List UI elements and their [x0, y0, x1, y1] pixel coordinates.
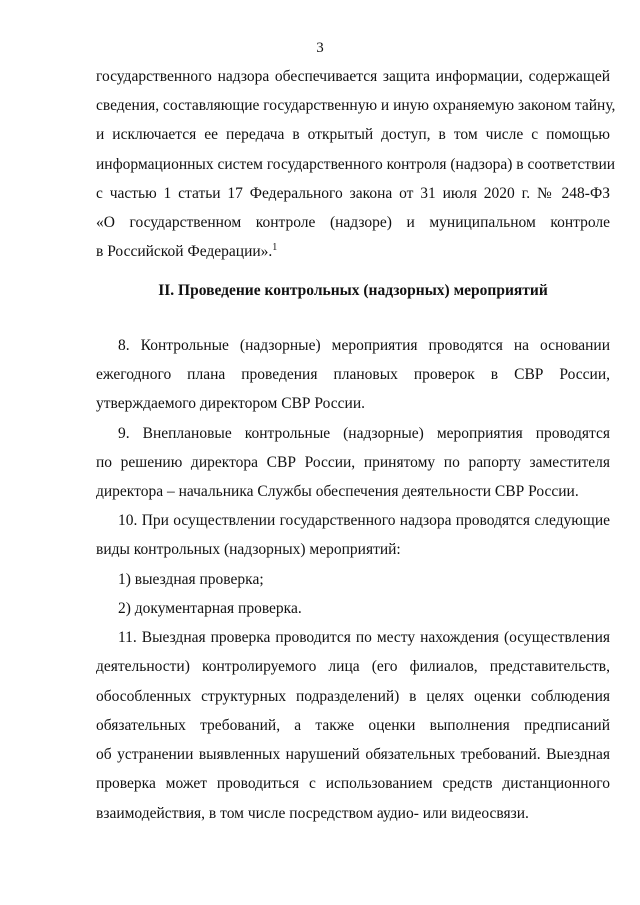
section-heading: II. Проведение контрольных (надзорных) мероприятий [158, 282, 548, 299]
paragraph-first-line: 9. Внеплановые контрольные (надзорные) мероприятия проводятся [118, 425, 610, 442]
text-line: обособленных структурных подразделений) в целях оценки соблюдения [96, 688, 610, 705]
text-line: ежегодного плана проведения плановых проверок в СВР России, [96, 366, 610, 383]
text-line: с частью 1 статьи 17 Федерального закона от 31 июля 2020 г. № 248-ФЗ [96, 185, 610, 202]
text-line: деятельности) контролируемого лица (его филиалов, представительств, [96, 658, 610, 675]
paragraph-first-line: 8. Контрольные (надзорные) мероприятия проводятся на основании [118, 337, 610, 354]
text-line: сведения, составляющие государственную и иную охраняемую законом тайну, [96, 97, 616, 114]
text-line: проверка может проводиться с использованием средств дистанционного [96, 775, 610, 792]
text-line: утверждаемого директором СВР России. [96, 395, 366, 412]
text-line: виды контрольных (надзорных) мероприятий: [96, 541, 401, 558]
text-line: об устранении выявленных нарушений обязательных требований. Выездная [96, 746, 610, 763]
list-item: 2) документарная проверка. [118, 600, 302, 617]
text-line: директора – начальника Службы обеспечения деятельности СВР России. [96, 483, 579, 500]
text-line: обязательных требований, а также оценки выполнения предписаний [96, 717, 610, 734]
text-line-last [96, 242, 610, 262]
text-run: в Российской Федерации». [96, 243, 273, 260]
text-line: государственного надзора обеспечивается защита информации, содержащей [96, 68, 610, 85]
text-line: информационных систем государственного контроля (надзора) в соответствии [96, 156, 616, 173]
text-line: взаимодействия, в том числе посредством аудио- или видеосвязи. [96, 805, 529, 822]
text-line: «О государственном контроле (надзоре) и муниципальном контроле [96, 214, 610, 231]
paragraph-first-line: 11. Выездная проверка проводится по месту нахождения (осуществления [118, 629, 610, 646]
text-line: по решению директора СВР России, принятому по рапорту заместителя [96, 454, 610, 471]
list-item: 1) выездная проверка; [118, 571, 264, 588]
page-number: 3 [316, 40, 324, 56]
footnote-ref: 1 [272, 241, 278, 253]
paragraph-first-line: 10. При осуществлении государственного надзора проводятся следующие [118, 512, 610, 529]
text-line: и исключается ее передача в открытый доступ, в том числе с помощью [96, 126, 610, 143]
